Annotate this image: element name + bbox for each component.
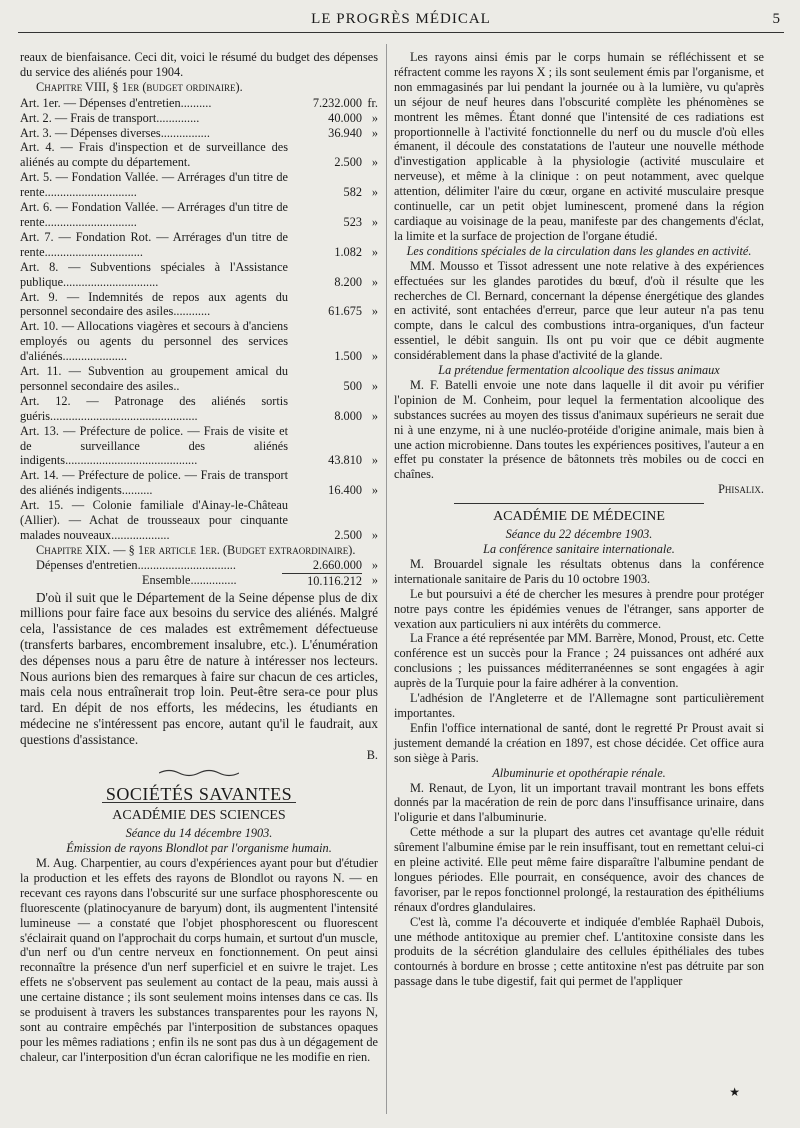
budget-total-amount: 10.116.212 <box>282 573 362 589</box>
budget-item-unit: » <box>371 185 378 200</box>
budget-item-amount: 582 <box>343 185 362 200</box>
budget-chapter-extraordinary: Chapitre XIX. — § 1er article 1er. (Budget extraordinaire). <box>36 542 356 557</box>
budget-total-label: Ensemble............... <box>142 572 237 587</box>
budget-item-amount: 1.500 <box>334 349 362 364</box>
budget-row <box>20 394 378 424</box>
budget-item-unit: » <box>371 483 378 498</box>
budget-item-label: Art. 3. — Dépenses diverses................ <box>20 125 210 140</box>
budget-item-amount: 2.500 <box>334 528 362 542</box>
budget-item-amount: 2.500 <box>334 155 362 170</box>
budget-item-label: Art. 13. — Préfecture de police. — Frais de visite et de surveillance des aliénés indigents........................................... <box>20 423 288 468</box>
budget-row <box>20 498 378 543</box>
budget-item-amount: 43.810 <box>328 453 362 468</box>
budget-intro: reaux de bienfaisance. Ceci dit, voici le résumé du budget des dépenses du service des aliénés pour 1904. <box>20 50 378 79</box>
article-brouardel: M. Brouardel signale les résultats obtenus dans la conférence internationale sanitaire de Paris du 10 octobre 1903. <box>394 556 764 586</box>
right-column <box>394 50 764 989</box>
article-charpentier: M. Aug. Charpentier, au cours d'expériences ayant pour but d'étudier la production et les effets des rayons de Blondlot ou rayons N. — en recevant ces rayons dans l'obscurité sur une surface phosphorescente ou fluorescente (platinocyanure de baryum) dont, ils augmentent l'intensité lumineuse — a constaté que l'objet phosphorescent ou fluorescent s'éclairait quand on l'approchait du corps humain, et surtout d'un muscle, d'un nerf ou d'un centre nerveux en fonctionnement. On peut ainsi reconnaître la présence d'un nerf superficiel et en suivre le trajet. Les effets ne s'observent pas seulement au contact de la peau, mais aussi à une certaine distance ; ils sont seulement moins intenses dans ce cas. Ils se produisent à travers les substances transparentes pour les rayons N, sont au contraire empêchés par l'interposition de substances opaques pour les mêmes radiations ; enfin ils ne sont pas dus à un dégagement de chaleur, car l'interposition d'un écran calorifique ne les modifie en rien. <box>20 856 378 1064</box>
budget-item-label: Art. 7. — Fondation Rot. — Arrérages d'un titre de rente................................ <box>20 229 288 259</box>
academy-medicine-heading: ACADÉMIE DE MÉDECINE <box>493 509 665 525</box>
article-subtitle-blondlot: Émission de rayons Blondlot par l'organisme humain. <box>66 841 332 856</box>
article-but: Le but poursuivi a été de chercher les mesures à prendre pour protéger notre pays contre les épidémies venues de l'étranger, sans apporter de vexation aux particuliers ni aux intérêts du commerce. <box>394 586 764 631</box>
author-signature-phisalix: Phisalix. <box>718 482 764 497</box>
budget-item-unit: » <box>371 557 378 572</box>
budget-row <box>20 290 378 320</box>
page-header <box>18 8 784 33</box>
budget-row <box>20 96 378 111</box>
budget-item-unit: » <box>371 214 378 229</box>
budget-item-amount: 61.675 <box>328 304 362 319</box>
budget-item-unit: » <box>371 378 378 393</box>
budget-item-unit: fr. <box>367 95 378 110</box>
budget-item-amount: 16.400 <box>328 483 362 498</box>
budget-item-amount: 523 <box>343 214 362 229</box>
budget-item-amount: 7.232.000 <box>312 95 362 110</box>
budget-chapter-ordinary: Chapitre VIII, § 1er (budget ordinaire). <box>36 79 243 94</box>
section-rule <box>454 503 704 504</box>
page-number: 5 <box>772 11 780 27</box>
budget-item-label: Art. 4. — Frais d'inspection et de surveillance des aliénés au compte du département. <box>20 140 288 170</box>
budget-item-amount: 40.000 <box>328 110 362 125</box>
budget-item-label: Art. 6. — Fondation Vallée. — Arrérages d'un titre de rente.............................. <box>20 200 288 229</box>
left-column <box>20 50 378 1065</box>
budget-item-label: Art. 15. — Colonie familiale d'Ainay-le-Château (Allier). — Achat de trousseaux pour cinquante malades nouveaux................... <box>20 498 288 542</box>
budget-item-unit: » <box>371 155 378 170</box>
budget-item-label: Art. 5. — Fondation Vallée. — Arrérages d'un titre de rente.............................. <box>20 170 288 200</box>
article-rays-continuation: Les rayons ainsi émis par le corps humain se réfléchissent et se réfractent comme les rayons X ; ils sont seulement émis par l'organisme, et non emmagasinés par lui pendant la journée ou à la lumière, vu qu'après un séjour de neuf heures dans l'obscurité complète les phénomènes se montrent les mêmes. Étant donné que l'intensité de ces radiations est proportionnelle à l'activité fonctionnelle du nerf ou du muscle d'où elles émanent, il découle des constatations de l'auteur une nouvelle méthode d'investigation applicable à la physiologie (activité musculaire et nerveuse), et même à la clinique : on peut notamment, avec quelque attention, délimiter l'aire du cœur, organe en activité musculaire presque continuelle, car un petit objet luminescent, promené dans la région cardiaque au voisinage de la peau, manifeste par des changements d'éclat, la limite et la surface de projection de l'organe étudié. <box>394 50 764 243</box>
budget-row <box>20 170 378 200</box>
section-title-societes: SOCIÉTÉS SAVANTES <box>102 787 296 803</box>
article-subtitle-fermentation: La prétendue fermentation alcoolique des tissus animaux <box>438 363 720 378</box>
article-france: La France a été représentée par MM. Barrère, Monod, Proust, etc. Cette conférence est un succès pour la France ; 24 puissances ont adhéré aux conclusions ; les puissances méditerranéennes se sont engagées à agir auprès de la Turquie pour la faire adhérer à la convention. <box>394 631 764 691</box>
budget-row <box>20 424 378 469</box>
budget-item-label: Art. 1er. — Dépenses d'entretien.......... <box>20 95 212 110</box>
article-dubois: C'est là, comme l'a découverte et indiquée d'emblée Raphaël Dubois, une méthode antitoxique au premier chef. L'antitoxine consiste dans les produits de la sécrétion glandulaire des cellules épithéliales des tubes contournés à bordure en brosse ; cette antitoxine n'est pas détruite par son passage dans le tube digestif, fait qui permet de l'appliquer <box>394 914 764 989</box>
budget-item-unit: » <box>371 304 378 319</box>
budget-item-label: Art. 9. — Indemnités de repos aux agents du personnel secondaire des asiles............ <box>20 289 288 319</box>
budget-row <box>20 260 378 290</box>
session-date-sciences: Séance du 14 décembre 1903. <box>125 826 273 841</box>
budget-row <box>20 364 378 394</box>
article-subtitle-conference: La conférence sanitaire internationale. <box>483 542 675 556</box>
budget-item-unit: » <box>371 528 378 542</box>
budget-item-unit: » <box>371 244 378 259</box>
ornament-icon <box>159 768 239 778</box>
budget-row <box>20 200 378 230</box>
budget-item-unit: » <box>371 274 378 289</box>
budget-item-unit: » <box>371 125 378 140</box>
budget-item-label: Art. 14. — Préfecture de police. — Frais de transport des aliénés indigents.......... <box>20 468 288 498</box>
budget-item-unit: » <box>371 349 378 364</box>
article-office: Enfin l'office international de santé, dont le regretté Pr Proust avait si justement demandé la création en 1897, est chose décidée. Cet office aura son siège à Paris. <box>394 720 764 765</box>
budget-row <box>20 230 378 260</box>
budget-item-amount: 2.660.000 <box>312 557 362 572</box>
column-divider <box>386 44 387 1114</box>
budget-item-label: Dépenses d'entretien................................ <box>36 557 236 572</box>
budget-total-unit: » <box>371 572 378 587</box>
budget-row <box>20 140 378 170</box>
budget-item-label: Art. 11. — Subvention au groupement amical du personnel secondaire des asiles.. <box>20 364 288 393</box>
budget-total-row <box>20 573 378 589</box>
budget-conclusion: D'où il suit que le Département de la Seine dépense plus de dix millions pour faire face aux besoins du service des aliénés. Malgré cela, l'assistance de ces malades est extrêmement défectueuse (transferts barbares, encombrement insalubre, etc.). L'énumération des dépenses nous a paru être de nature à intéresser nos lecteurs. Nous aurions bien des remarques à faire sur chacun de ces articles, mais cela nous entraînerait trop loin. Peut-être sera-ce pour plus tard. En dépit de nos efforts, les médecins, les étudiants en médecine ne s'intéressent pas encore, autant qu'il le faudrait, aux questions d'assistance. <box>20 589 378 747</box>
article-adhesion: L'adhésion de l'Angleterre et de l'Allemagne sont particulièrement importantes. <box>394 691 764 720</box>
budget-row <box>20 319 378 364</box>
budget-row <box>20 126 378 141</box>
journal-title: LE PROGRÈS MÉDICAL <box>311 11 491 27</box>
article-methode: Cette méthode a sur la plupart des autres cet avantage qu'elle réduit sûrement l'albumine émise par le rein insuffisant, tout en remettant celui-ci en pleine activité. Elle peut même faire disparaître l'albumine pendant de longues périodes. Elle pourrait, en conséquence, avoir des chances de favoriser, par le repos fonctionnel prolongé, la restauration des épithéliums rénaux d'ordres glandulaires. <box>394 825 764 914</box>
budget-item-label: Art. 8. — Subventions spéciales à l'Assistance publique............................... <box>20 259 288 289</box>
budget-item-amount: 8.200 <box>334 274 362 289</box>
budget-item-label: Art. 12. — Patronage des aliénés sortis guéris................................................ <box>20 393 288 423</box>
academy-sciences-heading: ACADÉMIE DES SCIENCES <box>112 808 286 824</box>
article-subtitle-circulation: Les conditions spéciales de la circulation dans les glandes en activité. <box>406 243 752 258</box>
budget-item-unit: » <box>371 110 378 125</box>
budget-item-label: Art. 2. — Frais de transport.............. <box>20 110 200 125</box>
budget-item-amount: 500 <box>343 378 362 393</box>
budget-item-unit: » <box>371 408 378 423</box>
session-date-medicine: Séance du 22 décembre 1903. <box>505 527 653 542</box>
article-renaut: M. Renaut, de Lyon, lit un important travail montrant les bons effets donnés par la macération de rein de porc dans l'insuffisance urinaire, dans l'oligurie et dans l'albuminurie. <box>394 780 764 825</box>
budget-item-amount: 8.000 <box>334 408 362 423</box>
author-signature: B. <box>366 747 378 762</box>
budget-row <box>20 558 378 573</box>
article-subtitle-albuminurie: Albuminurie et opothérapie rénale. <box>492 765 666 780</box>
budget-row <box>20 111 378 126</box>
budget-item-amount: 1.082 <box>334 244 362 259</box>
ornament-divider <box>20 767 378 782</box>
star-mark: ★ <box>729 1085 740 1099</box>
budget-item-label: Art. 10. — Allocations viagères et secours à d'anciens employés ou agents du personnel des services d'aliénés..................... <box>20 319 288 364</box>
budget-row <box>20 468 378 498</box>
article-mousso-tissot: MM. Mousso et Tissot adressent une note relative à des expériences effectuées sur les glandes parotides du bœuf, d'où il résulte que les recherches de Cl. Bernard, concernant la dépense énergétique des glandes en activité, sont entachées d'erreur, parce que leur auteur n'a pas tenu compte, dans le calcul des combustions intra-organiques, d'un facteur essentiel, le débit sanguin. Ils ont pu voir que ce débit augmente considérablement dans la phase d'activité de la glande. <box>394 258 764 363</box>
budget-item-unit: » <box>371 453 378 468</box>
budget-table <box>20 96 378 589</box>
budget-item-amount: 36.940 <box>328 125 362 140</box>
article-batelli: M. F. Batelli envoie une note dans laquelle il dit avoir pu vérifier l'opinion de M. Conheim, pour lequel la fermentation alcoolique des substances sucrées au moyen des tissus d'animaux supérieurs ne serait due ni à une enzyme, ni à une nucléo-protéide d'origine animale, mais bien à une action microbienne. Dans toutes les expériences positives, l'auteur a en effet pu constater la présence de bâtonnets très mobiles ou de cocci en chaînes. <box>394 377 764 482</box>
